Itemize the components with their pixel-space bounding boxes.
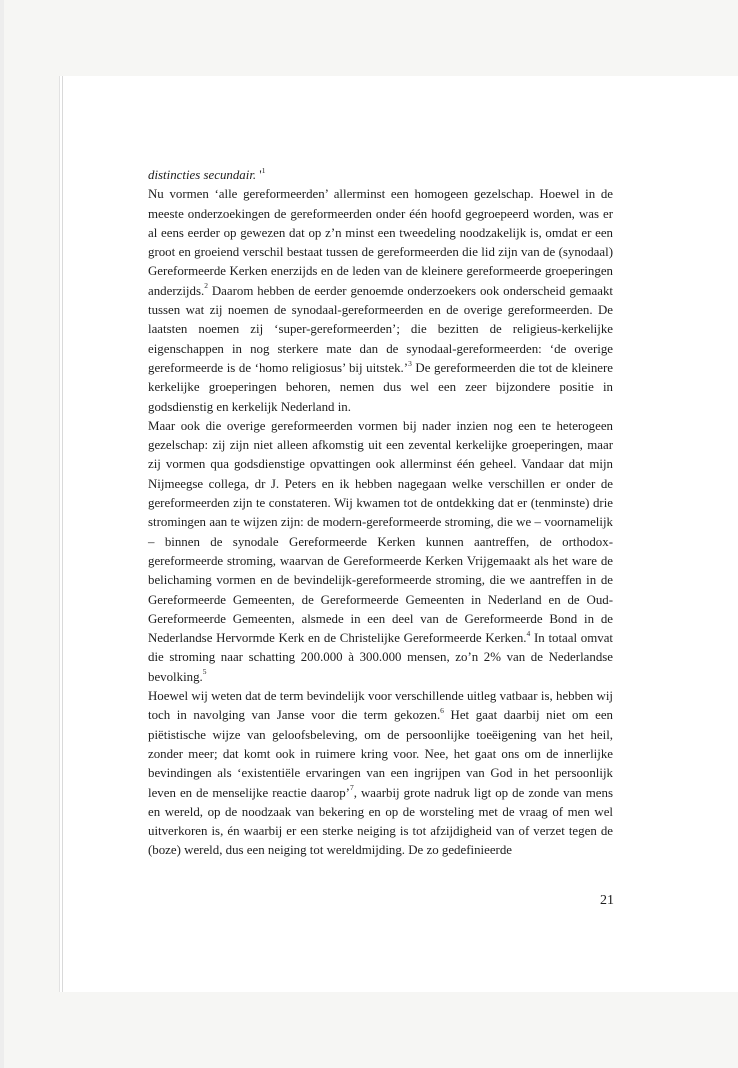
opening-quote: ': [256, 168, 262, 182]
paragraph-text: Nu vormen ‘alle gereformeerden’ allerminst een homogeen gezelschap. Hoewel in de meeste onderzoekingen de gereformeerden onder één hoofd gegroepeerd worden, was er al eens eerder op gewezen dat op z’n minst een tweedeling noodzakelijk is, omdat er een groot en groeiend verschil bestaat tussen de gereformeerden die lid zijn van de (synodaal) Gereformeerde Kerken enerzijds en de leden van de kleinere gereformeerde groeperingen anderzijds.: [148, 187, 613, 298]
footnote-ref: 5: [202, 667, 207, 677]
footnote-ref: 6: [440, 706, 444, 716]
page-edge-line: [62, 76, 63, 992]
opening-line: [148, 166, 613, 185]
paragraph-text: Hoewel wij weten dat de term bevindelijk voor verschillende uitleg vatbaar is, hebben wij toch in navolging van Janse voor die term gekozen.: [148, 689, 613, 723]
page-number: 21: [600, 893, 614, 908]
footnote-ref: 4: [526, 628, 531, 638]
footnote-ref: 7: [349, 783, 354, 793]
footnote-ref: 3: [408, 358, 412, 368]
paragraph-2: [148, 417, 613, 687]
footnote-ref: 2: [204, 281, 208, 291]
body-text: [148, 166, 613, 861]
paragraph-text: Maar ook die overige gereformeerden vormen bij nader inzien nog een te heterogeen gezelschap: zij zijn niet alleen afkomstig uit een zevental kerkelijke groeperingen, maar zij vormen qua godsdienstige opvattingen ook allerminst één geheel. Vandaar dat mijn Nijmeegse collega, dr J. Peters en ik hebben nagegaan welke verschillen er onder de gereformeerden zijn te constateren. Wij kwamen tot de ontdekking dat er (tenminste) drie stromingen aan te wijzen zijn: de modern-gereformeerde stroming, die we – voornamelijk – binnen de synodale Gereformeerde Kerken kunnen aantreffen, de orthodox-gereformeerde stroming, waarvan de Gereformeerde Kerken Vrijgemaakt als het ware de belichaming vormen en de bevindelijk-gereformeerde stroming, die we aantreffen in de Gereformeerde Gemeenten, de Gereformeerde Gemeenten in Nederland en de Oud-Gereformeerde Gemeenten, alsmede in een deel van de Gereformeerde Bond in de Nederlandse Hervormde Kerk en de Christelijke Gereformeerde Kerken.: [148, 418, 613, 646]
footnote-ref: 1: [261, 165, 266, 175]
paragraph-text: , waarbij grote nadruk ligt op de zonde van mens en wereld, op de noodzaak van bekering en op de worsteling met de vraag of men wel uitverkoren is, én waarbij er een sterke neiging is tot afzijdigheid van of verzet tegen de (boze) wereld, dus een neiging tot wereldmijding. De zo gedefinieerde: [148, 785, 613, 858]
paragraph-text: De gereformeerden die tot de kleinere kerkelijke groeperingen behoren, nemen dus wel een zeer bijzondere positie in godsdienstig en kerkelijk Nederland in.: [148, 360, 613, 414]
paragraph-text: In totaal omvat die stroming naar schatting 200.000 à 300.000 mensen, zo’n 2% van de Nederlandse bevolking.: [148, 631, 614, 684]
paragraph-1: [148, 185, 613, 417]
paragraph-text: Daarom hebben de eerder genoemde onderzoekers ook onderscheid gemaakt tussen wat zij noemen de synodaal-gereformeerden en de overige gereformeerden. De laatsten noemen zij ‘super-gereformeerden’; die bezitten de religieus-kerkelijke eigenschappen in nog sterkere mate dan de synodaal-gereformeerden: ‘de overige gereformeerde is de ‘homo religiosus’ bij uitstek.’: [148, 283, 613, 375]
paragraph-3: [148, 687, 613, 861]
paragraph-text: Het gaat daarbij niet om een piëtistische wijze van geloofsbeleving, om de persoonlijke toeëigening van het heil, zonder meer; dat komt ook in ruimere kring voor. Nee, het gaat ons om de innerlijke bevindingen als ‘existentiële ervaringen van een ingrijpen van God in het persoonlijk leven en de menselijke reactie daarop’: [148, 708, 613, 800]
opening-italic: distincties secundair.: [148, 168, 257, 182]
